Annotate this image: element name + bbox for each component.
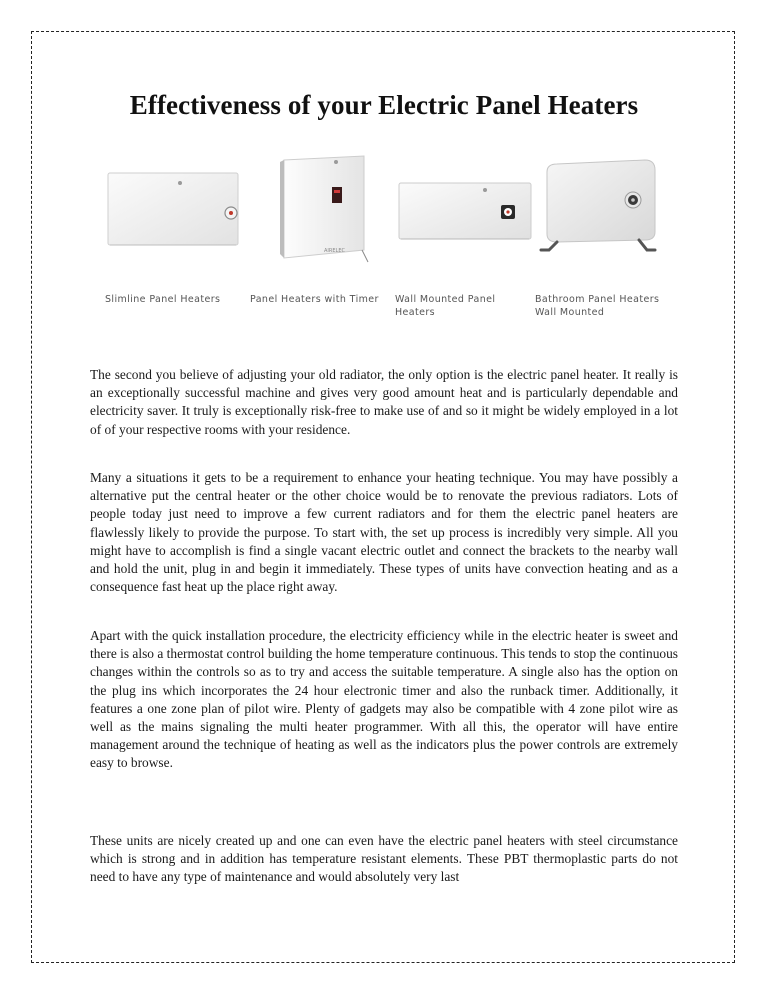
product-caption: Panel Heaters with Timer (250, 294, 379, 305)
product-caption: Slimline Panel Heaters (105, 294, 221, 305)
document-title: Effectiveness of your Electric Panel Heaters (129, 90, 639, 120)
wall-mounted-heater-image (395, 150, 535, 290)
product-caption: Wall Mounted Panel Heaters (395, 294, 496, 318)
product-image-strip (100, 150, 670, 330)
slimline-heater-image (105, 150, 245, 290)
product-wall-mounted (395, 150, 535, 330)
paragraph: The second you believe of adjusting your old radiator, the only option is the electric panel heater. It really is an exceptionally successful machine and gives very good amount heat and is particularly dependable and electricity saver. It truly is exceptionally risk-free to make use of and so it might be widely employed in a lot of of your respective rooms with your residence. (90, 367, 678, 437)
product-timer (250, 150, 390, 330)
product-bathroom (535, 150, 675, 330)
timer-heater-image (250, 150, 390, 290)
product-caption: Bathroom Panel Heaters Wall Mounted (535, 294, 660, 318)
paragraph: These units are nicely created up and one can even have the electric panel heaters with steel circumstance which is strong and in addition has temperature resistant elements. These PBT thermoplastic parts do not need to have any type of maintenance and would absolutely very last (90, 833, 678, 885)
paragraph: Apart with the quick installation procedure, the electricity efficiency while in the electric heater is sweet and there is also a thermostat control building the home temperature continuous. This tends to stop the continuous changes within the controls so as to try and access the suitable temperature. A single also has the option on the plug ins which incorporates the 24 hour electronic timer and also the runback timer. Additionally, it features a one zone plan of pilot wire. Plenty of gadgets may also be compatible with 4 zone pilot wire as well as the mains signaling the multi heater programmer. With all this, the operator will have entire management around the technique of heating as well as the indicators plus the power controls are extremely easy to browse. (90, 628, 678, 771)
product-slimline (105, 150, 245, 330)
bathroom-heater-image (535, 150, 675, 290)
paragraph: Many a situations it gets to be a requirement to enhance your heating technique. You may have possibly a alternative put the central heater or the other choice would be to renovate the previous radiators. Lots of people today just need to improve a few current radiators and for them the electric panel heaters are flawlessly likely to provide the purpose. To start with, the set up process is incredibly very simple. All you might have to accomplish is find a single vacant electric outlet and connect the brackets to the nearby wall and hold the unit, plug in and begin it immediately. These types of units have convection heating and as a consequence fast heat up the place right away. (90, 470, 678, 595)
svg-text:AIRELEC: AIRELEC (324, 248, 345, 254)
